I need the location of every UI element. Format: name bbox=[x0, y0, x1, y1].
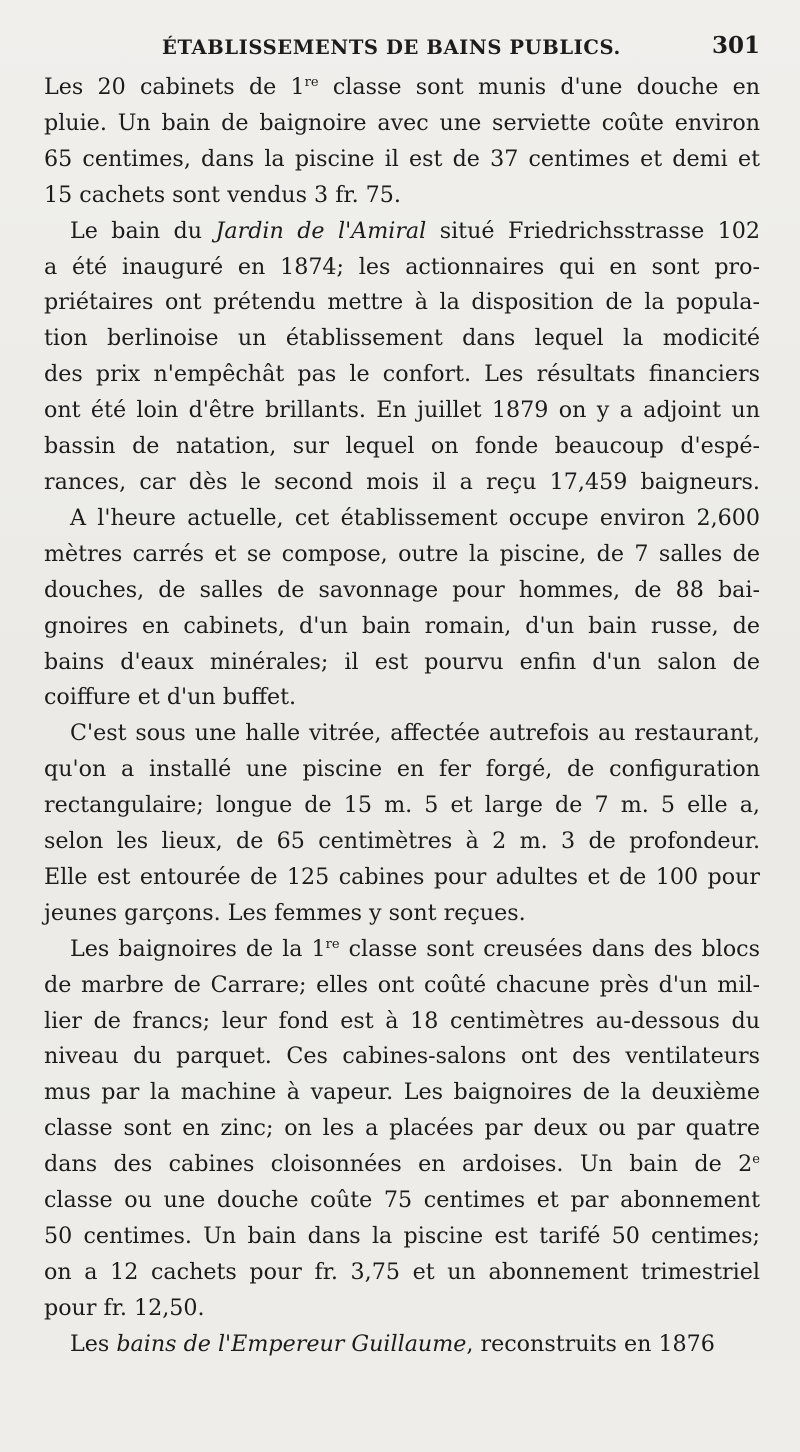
text-line: bains d'eaux minérales; il est pourvu enfin d'un salon de bbox=[44, 648, 760, 675]
text-line: rectangulaire; longue de 15 m. 5 et large de 7 m. 5 elle a, bbox=[44, 792, 760, 819]
text-line: A l'heure actuelle, cet établissement occupe environ 2,600 bbox=[70, 504, 760, 531]
text-line: pour fr. 12,50. bbox=[44, 1294, 205, 1321]
text-line: C'est sous une halle vitrée, affectée autrefois au restaurant, bbox=[70, 720, 760, 747]
text-line: mus par la machine à vapeur. Les baignoires de la deuxième bbox=[44, 1079, 760, 1106]
text-line: a été inauguré en 1874; les actionnaires qui en sont pro- bbox=[44, 253, 760, 280]
paragraph bbox=[44, 501, 760, 716]
text-line: coiffure et d'un buffet. bbox=[44, 684, 297, 711]
text-line: pluie. Un bain de baignoire avec une serviette coûte environ bbox=[44, 109, 760, 136]
text-line: 65 centimes, dans la piscine il est de 37 centimes et demi et bbox=[44, 145, 760, 172]
paragraph bbox=[44, 716, 760, 931]
text-line: douches, de salles de savonnage pour hommes, de 88 bai- bbox=[44, 576, 760, 603]
text-line: gnoires en cabinets, d'un bain romain, d'un bain russe, de bbox=[44, 612, 760, 639]
running-head: ÉTABLISSEMENTS DE BAINS PUBLICS. bbox=[162, 36, 621, 59]
text-line: on a 12 cachets pour fr. 3,75 et un abonnement trimestriel bbox=[44, 1258, 760, 1285]
paragraph bbox=[44, 1327, 760, 1363]
text-line: Les bains de l'Empereur Guillaume, reconstruits en 1876 bbox=[70, 1330, 715, 1357]
paragraph bbox=[44, 932, 760, 1327]
text-line: Elle est entourée de 125 cabines pour adultes et de 100 pour bbox=[44, 863, 760, 890]
text-line: ont été loin d'être brillants. En juillet 1879 on y a adjoint un bbox=[44, 397, 760, 424]
text-line: 15 cachets sont vendus 3 fr. 75. bbox=[44, 181, 401, 208]
text-line: lier de francs; leur fond est à 18 centimètres au-dessous du bbox=[44, 1007, 760, 1034]
text-line: rances, car dès le second mois il a reçu 17,459 baigneurs. bbox=[44, 468, 760, 495]
text-line: selon les lieux, de 65 centimètres à 2 m. 3 de profondeur. bbox=[44, 828, 760, 855]
body-text bbox=[44, 70, 760, 1363]
text-line: dans des cabines cloisonnées en ardoises. Un bain de 2e bbox=[44, 1151, 760, 1178]
text-line: jeunes garçons. Les femmes y sont reçues. bbox=[44, 899, 526, 926]
text-line: classe sont en zinc; on les a placées par deux ou par quatre bbox=[44, 1115, 760, 1142]
page-header bbox=[44, 26, 760, 70]
paragraph bbox=[44, 214, 760, 501]
text-line: niveau du parquet. Ces cabines-salons ont des ventilateurs bbox=[44, 1043, 760, 1070]
text-line: des prix n'empêchât pas le confort. Les résultats financiers bbox=[44, 361, 760, 388]
text-line: Les 20 cabinets de 1re classe sont munis d'une douche en bbox=[44, 74, 761, 100]
text-line: classe ou une douche coûte 75 centimes et par abonnement bbox=[44, 1187, 760, 1214]
text-line: bassin de natation, sur lequel on fonde beaucoup d'espé- bbox=[44, 433, 760, 460]
text-line: mètres carrés et se compose, outre la piscine, de 7 salles de bbox=[44, 540, 760, 567]
page-number: 301 bbox=[711, 32, 760, 59]
paragraph bbox=[44, 70, 760, 214]
text-line: Les baignoires de la 1re classe sont creusées dans des blocs bbox=[70, 935, 760, 962]
text-line: 50 centimes. Un bain dans la piscine est tarifé 50 centimes; bbox=[44, 1223, 760, 1249]
text-line: qu'on a installé une piscine en fer forgé, de configuration bbox=[44, 756, 760, 783]
text-line: de marbre de Carrare; elles ont coûté chacune près d'un mil- bbox=[44, 971, 760, 998]
text-line: priétaires ont prétendu mettre à la disposition de la popula- bbox=[44, 289, 760, 316]
text-line: tion berlinoise un établissement dans lequel la modicité bbox=[44, 325, 760, 352]
text-line: Le bain du Jardin de l'Amiral situé Friedrichsstrasse 102 bbox=[70, 217, 760, 244]
